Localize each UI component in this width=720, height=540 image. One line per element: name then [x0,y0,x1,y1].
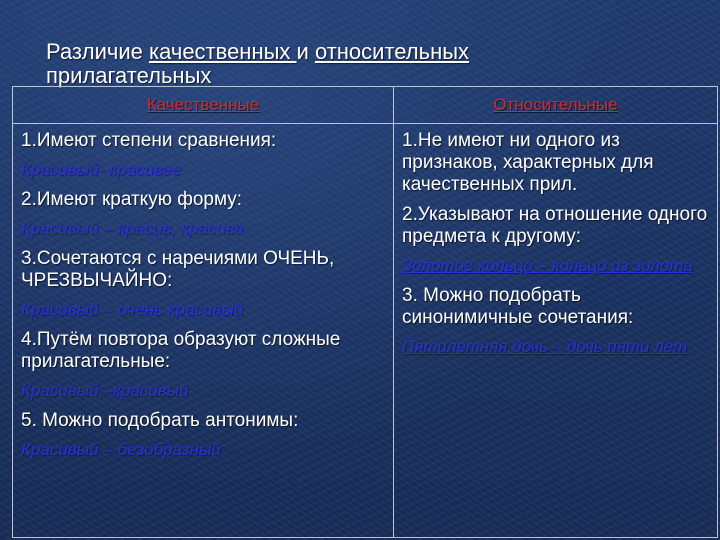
relative-example-2: Золотое кольцо – кольцо из золота [402,256,693,275]
qualitative-item-2: 2.Имеют краткую форму: [21,189,243,210]
relative-cell [394,124,718,538]
qualitative-cell [13,124,394,538]
header-qualitative: Качественные [13,87,394,124]
table-header-row [13,87,718,124]
slide-title [46,40,666,88]
relative-example-3: Пятилетняя дочь – дочь пяти лет [402,337,688,356]
qualitative-example-4: Красивый –красивый [21,381,189,400]
qualitative-item-5: 5. Можно подобрать антонимы: [21,410,299,431]
header-relative: Относительные [394,87,718,124]
qualitative-example-3: Красивый – очень красивый [21,300,244,319]
qualitative-example-5: Красивый – безобразный [21,440,221,459]
relative-item-1: 1.Не имеют ни одного из признаков, характерных для качественных прил. [402,130,654,195]
table-body-row [13,124,718,538]
qualitative-example-2: Красивый – красив, красива [21,219,244,238]
title-text-qualitative: качественных [149,39,297,64]
comparison-table [12,86,718,538]
title-text-relative: относительных [314,39,470,64]
title-text-and: и [296,39,315,64]
qualitative-item-4: 4.Путём повтора образуют сложные прилагательные: [21,329,341,372]
qualitative-item-1: 1.Имеют степени сравнения: [21,130,277,151]
relative-item-3: 3. Можно подобрать синонимичные сочетания: [402,285,634,328]
title-text-adjectives: прилагательных [46,63,212,88]
title-text-part1: Различие [46,39,149,64]
qualitative-item-3: 3.Сочетаются с наречиями ОЧЕНЬ, ЧРЕЗВЫЧАЙНО: [21,248,335,291]
qualitative-example-1: Красивый- красивее [21,160,182,179]
relative-item-2: 2.Указывают на отношение одного предмета к другому: [402,204,708,247]
